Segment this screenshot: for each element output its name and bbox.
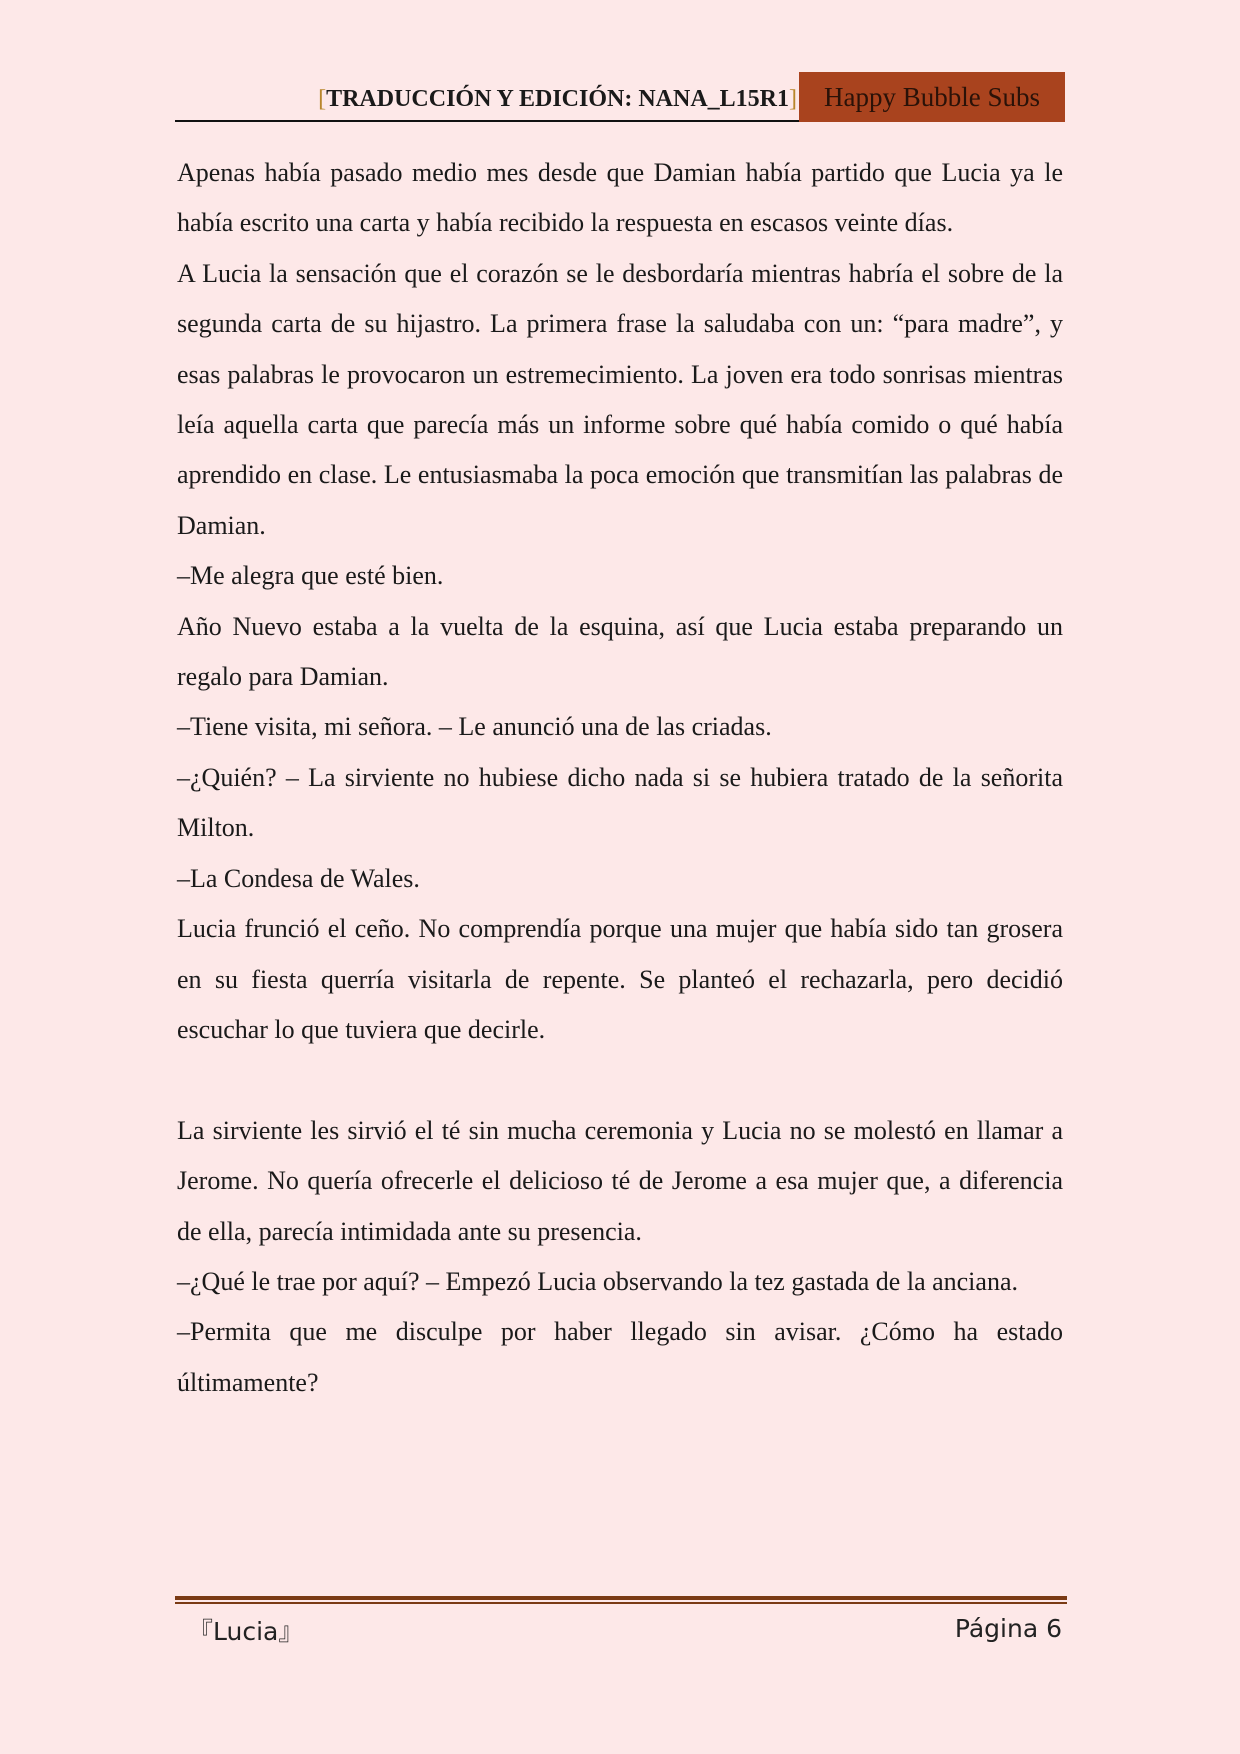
paragraph: –Permita que me disculpe por haber llegado sin avisar. ¿Cómo ha estado últimamente? <box>177 1317 1063 1397</box>
bracket-open: [ <box>318 86 327 112</box>
paragraph: –Me alegra que esté bien. <box>177 561 444 591</box>
paragraph: Lucia frunció el ceño. No comprendía porque una mujer que había sido tan grosera en su fiesta querría visitarla de repente. Se planteó el rechazarla, pero decidió escuchar lo que tuviera que decirle. <box>177 914 1063 1044</box>
paragraph: –Tiene visita, mi señora. – Le anunció una de las criadas. <box>177 712 772 742</box>
bracket-close: ] <box>789 86 797 112</box>
header-rule <box>175 120 799 122</box>
paragraph: A Lucia la sensación que el corazón se le desbordaría mientras habría el sobre de la segunda carta de su hijastro. La primera frase la saludaba con un: “para madre”, y esas palabras le provocaron un estremecimiento. La joven era todo sonrisas mientras leía aquella carta que parecía más un informe sobre qué había comido o qué había aprendido en clase. Le entusiasmaba la poca emoción que transmitían las palabras de Damian. <box>177 258 1063 540</box>
paragraph: –La Condesa de Wales. <box>177 863 420 893</box>
header-badge: Happy Bubble Subs <box>799 72 1065 122</box>
paragraph: –¿Quién? – La sirviente no hubiese dicho nada si se hubiera tratado de la señorita Milton. <box>177 762 1063 843</box>
footer-rule-thin <box>175 1602 1067 1604</box>
header-title-text: TRADUCCIÓN Y EDICIÓN: NANA_L15R1 <box>326 86 789 112</box>
scene-break <box>177 1055 1063 1105</box>
body-text <box>177 148 1063 1408</box>
paragraph: La sirviente les sirvió el té sin mucha ceremonia y Lucia no se molestó en llamar a Jerome. No quería ofrecerle el delicioso té de Jerome a esa mujer que, a diferencia de ella, parecía intimidada ante su presencia. <box>177 1115 1063 1246</box>
paragraph: Año Nuevo estaba a la vuelta de la esquina, así que Lucia estaba preparando un regalo para Damian. <box>177 611 1063 692</box>
header-title <box>318 86 797 113</box>
page-number: Página 6 <box>954 1614 1062 1643</box>
page-header <box>175 72 1065 124</box>
paragraph: Apenas había pasado medio mes desde que Damian había partido que Lucia ya le había escrito una carta y había recibido la respuesta en escasos veinte días. <box>177 158 1063 238</box>
footer-book-title: 『Lucia』 <box>188 1617 304 1646</box>
paragraph: –¿Qué le trae por aquí? – Empezó Lucia observando la tez gastada de la anciana. <box>177 1266 1018 1296</box>
footer-rule-thick <box>175 1596 1067 1600</box>
